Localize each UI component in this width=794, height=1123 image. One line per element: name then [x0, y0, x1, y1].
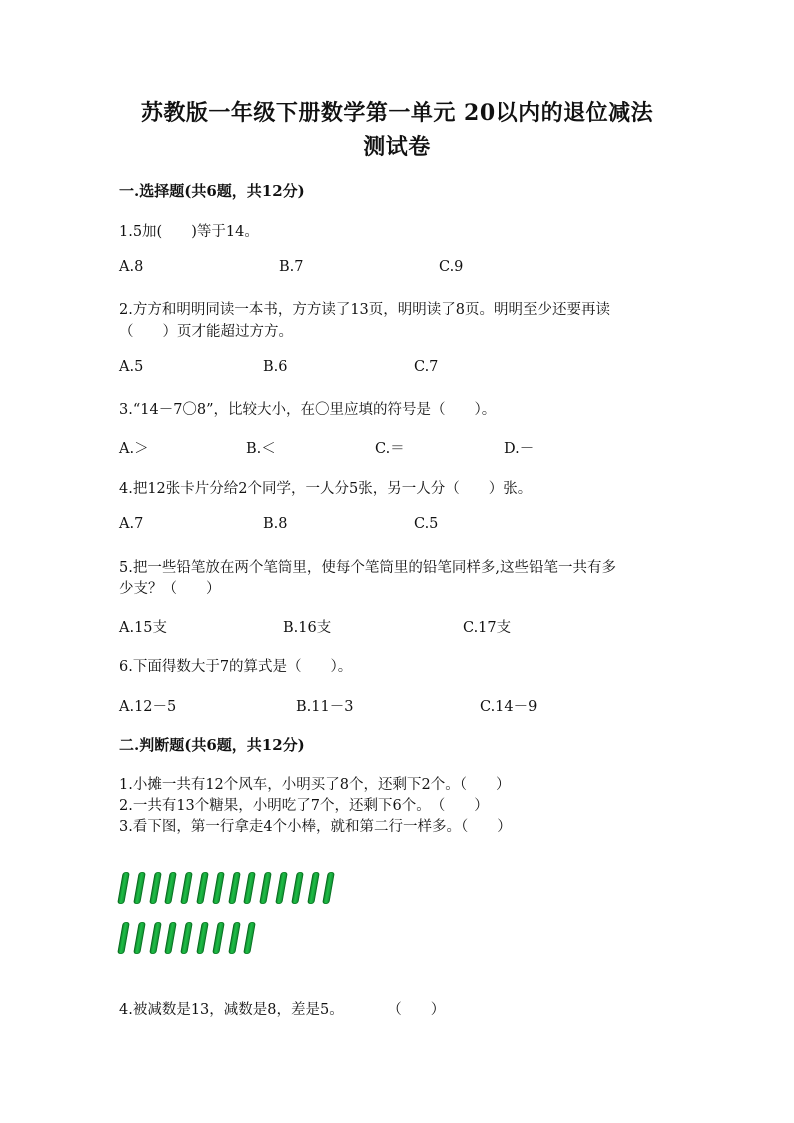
- q5-option-b: B.16支: [283, 620, 332, 636]
- question-3: 3.“14－7〇8”，比较大小，在〇里应填的符号是（ ）。: [119, 402, 497, 418]
- q6-option-b: B.11－3: [296, 699, 354, 715]
- stick-icon: [117, 922, 130, 954]
- stick-icon: [165, 922, 178, 954]
- stick-icon: [228, 922, 241, 954]
- stick-icon: [307, 872, 320, 904]
- q3-option-a: A.＞: [119, 441, 149, 457]
- stick-icon: [149, 872, 162, 904]
- q5-option-a: A.15支: [119, 620, 168, 636]
- stick-icon: [165, 872, 178, 904]
- question-6: 6.下面得数大于7的算式是（ ）。: [119, 659, 353, 675]
- question-4: 4.把12张卡片分给2个同学，一人分5张，另一人分（ ）张。: [119, 481, 533, 497]
- judgement-3: 3.看下图，第一行拿走4个小棒，就和第二行一样多。（ ）: [119, 819, 512, 835]
- q4-option-b: B.8: [263, 516, 288, 532]
- stick-icon: [212, 872, 225, 904]
- q1-option-c: C.9: [439, 259, 464, 275]
- question-2-line2: （ ）页才能超过方方。: [119, 324, 293, 340]
- judgement-4: 4.被减数是13，减数是8，差是5。 （ ）: [119, 1002, 446, 1018]
- section-heading-judgement: 二.判断题(共6题，共12分): [119, 736, 305, 754]
- question-1: 1.5加( )等于14。: [119, 224, 259, 240]
- q4-option-a: A.7: [119, 516, 144, 532]
- q2-option-b: B.6: [263, 359, 288, 375]
- stick-icon: [275, 872, 288, 904]
- q1-option-a: A.8: [119, 259, 144, 275]
- section-heading-choice: 一.选择题(共6题，共12分): [119, 182, 305, 200]
- q2-option-c: C.7: [414, 359, 439, 375]
- stick-icon: [244, 872, 257, 904]
- q5-option-c: C.17支: [463, 620, 512, 636]
- stick-icon: [291, 872, 304, 904]
- q3-option-d: D.－: [504, 441, 535, 457]
- q1-option-b: B.7: [279, 259, 304, 275]
- stick-icon: [228, 872, 241, 904]
- stick-icon: [196, 872, 209, 904]
- stick-icon: [323, 872, 336, 904]
- q4-option-c: C.5: [414, 516, 439, 532]
- page-title-line2: 测试卷: [363, 134, 431, 160]
- stick-icon: [244, 922, 257, 954]
- q3-option-c: C.＝: [375, 441, 405, 457]
- question-5-line2: 少支？（ ）: [119, 581, 221, 597]
- stick-icon: [259, 872, 272, 904]
- q6-option-a: A.12－5: [119, 699, 177, 715]
- stick-icon: [133, 872, 146, 904]
- judgement-1: 1.小摊一共有12个风车，小明买了8个，还剩下2个。（ ）: [119, 777, 511, 793]
- q3-option-b: B.＜: [246, 441, 276, 457]
- question-2-line1: 2.方方和明明同读一本书，方方读了13页，明明读了8页。明明至少还要再读: [119, 302, 611, 318]
- stick-icon: [117, 872, 130, 904]
- page-title-line1: 苏教版一年级下册数学第一单元 20以内的退位减法: [140, 100, 654, 126]
- q2-option-a: A.5: [119, 359, 144, 375]
- stick-icon: [133, 922, 146, 954]
- stick-icon: [212, 922, 225, 954]
- stick-icon: [149, 922, 162, 954]
- stick-icon: [180, 872, 193, 904]
- stick-icon: [180, 922, 193, 954]
- judgement-2: 2.一共有13个糖果，小明吃了7个，还剩下6个。 （ ）: [119, 798, 489, 814]
- q6-option-c: C.14－9: [480, 699, 538, 715]
- stick-icon: [196, 922, 209, 954]
- question-5-line1: 5.把一些铅笔放在两个笔筒里，使每个笔筒里的铅笔同样多,这些铅笔一共有多: [119, 560, 616, 576]
